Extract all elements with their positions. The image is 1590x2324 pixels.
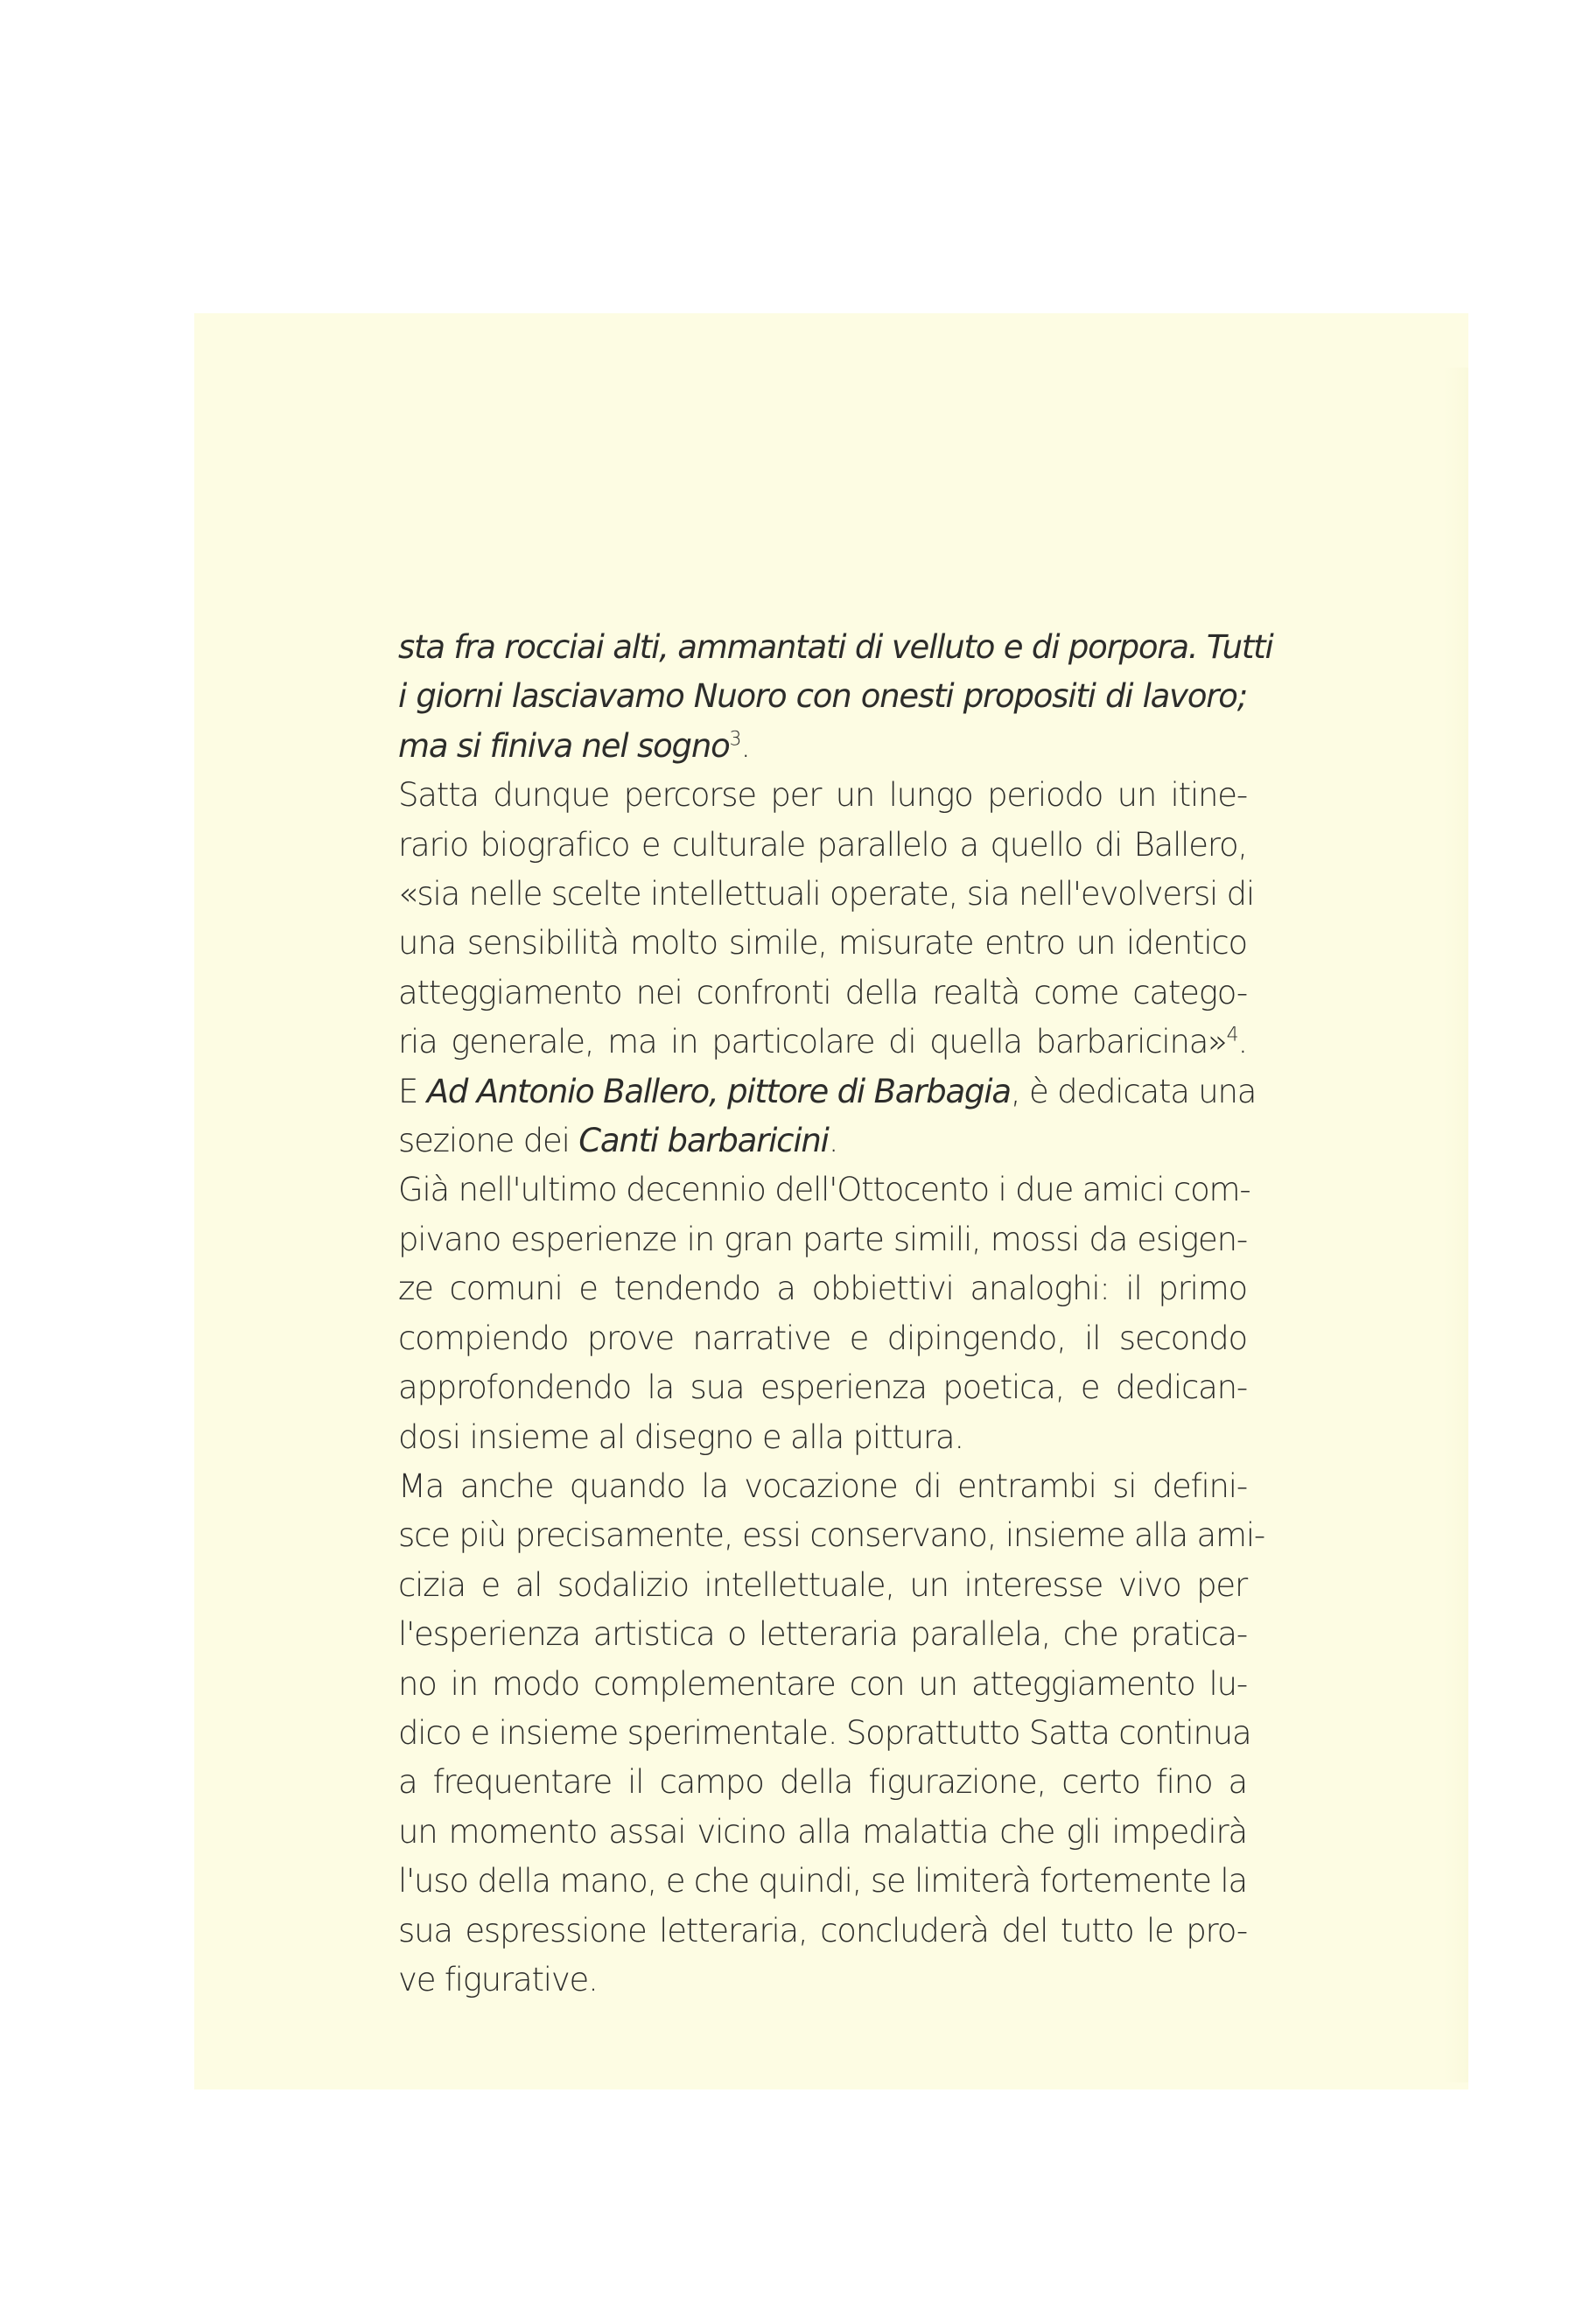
paper-sheet-edge: [1444, 368, 1468, 2082]
text-line: [398, 1166, 1250, 1214]
body-text: [398, 623, 1273, 2005]
text-segment: dico e insieme sperimentale. Soprattutto Satta continua: [398, 1713, 1251, 1752]
text-segment: sezione dei: [398, 1122, 579, 1160]
text-segment: pivano esperienze in gran parte simili, mossi da esigen-: [398, 1220, 1247, 1258]
text-segment: ze comuni e tendendo a obbiettivi analoghi: il primo: [398, 1270, 1247, 1308]
text-segment: atteggiamento nei confronti della realtà come catego-: [398, 973, 1247, 1012]
text-line: [398, 722, 1247, 771]
text-line: [398, 1511, 1265, 1560]
text-line: [398, 870, 1255, 919]
text-segment: ria generale, ma in particolare di quella barbaricina»: [398, 1023, 1227, 1061]
italic-text: i giorni lasciavamo Nuoro con onesti propositi di lavoro;: [398, 677, 1247, 716]
text-segment: sua espressione letteraria, concluderà del tutto le pro-: [398, 1911, 1247, 1950]
text-line: [398, 1314, 1247, 1363]
text-line: [398, 623, 1273, 672]
text-line: [398, 1808, 1247, 1857]
text-segment: .: [740, 726, 750, 765]
text-segment: l'uso della mano, e che quindi, se limiterà fortemente la: [398, 1862, 1247, 1900]
text-segment: , è dedicata una: [1010, 1072, 1257, 1110]
text-segment: .: [1237, 1023, 1247, 1061]
text-segment: dosi insieme al disegno e alla pittura.: [398, 1418, 963, 1456]
text-segment: l'esperienza artistica o letteraria parallela, che pratica-: [398, 1615, 1247, 1654]
text-segment: ve figurative.: [398, 1960, 598, 1998]
text-line: [398, 1462, 1247, 1511]
text-line: [398, 1413, 1247, 1462]
text-line: [398, 1857, 1247, 1906]
text-segment: compiendo prove narrative e dipingendo, il secondo: [398, 1319, 1247, 1357]
text-line: [398, 1610, 1247, 1659]
text-line: [398, 919, 1247, 968]
text-line: [398, 1264, 1247, 1313]
text-segment: cizia e al sodalizio intellettuale, un interesse vivo per: [398, 1565, 1247, 1604]
text-line: [398, 1363, 1247, 1412]
text-line: [398, 1215, 1247, 1264]
italic-text: sta fra rocciai alti, ammantati di velluto e di porpora. Tutti: [398, 628, 1273, 666]
text-segment: sce più precisamente, essi conservano, insieme alla ami-: [398, 1516, 1265, 1555]
text-line: [398, 1758, 1247, 1807]
footnote-marker: 4: [1226, 1024, 1238, 1046]
text-line: [398, 771, 1247, 820]
text-line: [398, 821, 1247, 870]
text-line: [398, 1068, 1257, 1116]
text-line: [398, 1907, 1247, 1956]
italic-text: ma si finiva nel sogno: [398, 726, 730, 765]
text-segment: rario biografico e culturale parallelo a quello di Ballero,: [398, 825, 1247, 864]
text-segment: Satta dunque percorse per un lungo periodo un itine-: [398, 776, 1247, 815]
text-segment: no in modo complementare con un atteggiamento lu-: [398, 1664, 1247, 1703]
italic-text: Ad Antonio Ballero, pittore di Barbagia: [426, 1072, 1011, 1110]
text-segment: a frequentare il campo della figurazione, certo fino a: [398, 1763, 1247, 1802]
text-line: [398, 969, 1247, 1018]
footnote-marker: 3: [729, 728, 741, 751]
text-segment: E: [398, 1072, 427, 1110]
text-segment: approfondendo la sua esperienza poetica, e dedican-: [398, 1368, 1247, 1407]
text-line: [398, 1709, 1251, 1758]
text-line: [398, 1018, 1247, 1067]
italic-text: Canti barbaricini: [578, 1122, 829, 1160]
text-segment: Già nell'ultimo decennio dell'Ottocento i due amici com-: [398, 1171, 1250, 1209]
text-line: [398, 1116, 1247, 1166]
text-segment: «sia nelle scelte intellettuali operate, sia nell'evolversi di: [398, 875, 1255, 914]
text-segment: .: [828, 1122, 838, 1160]
text-line: [398, 1561, 1247, 1610]
text-segment: una sensibilità molto simile, misurate entro un identico: [398, 924, 1247, 962]
text-segment: Ma anche quando la vocazione di entrambi si defini-: [398, 1466, 1247, 1505]
text-line: [398, 672, 1247, 721]
text-line: [398, 1660, 1247, 1709]
text-segment: un momento assai vicino alla malattia che gli impedirà: [398, 1812, 1247, 1851]
text-line: [398, 1956, 1247, 2005]
